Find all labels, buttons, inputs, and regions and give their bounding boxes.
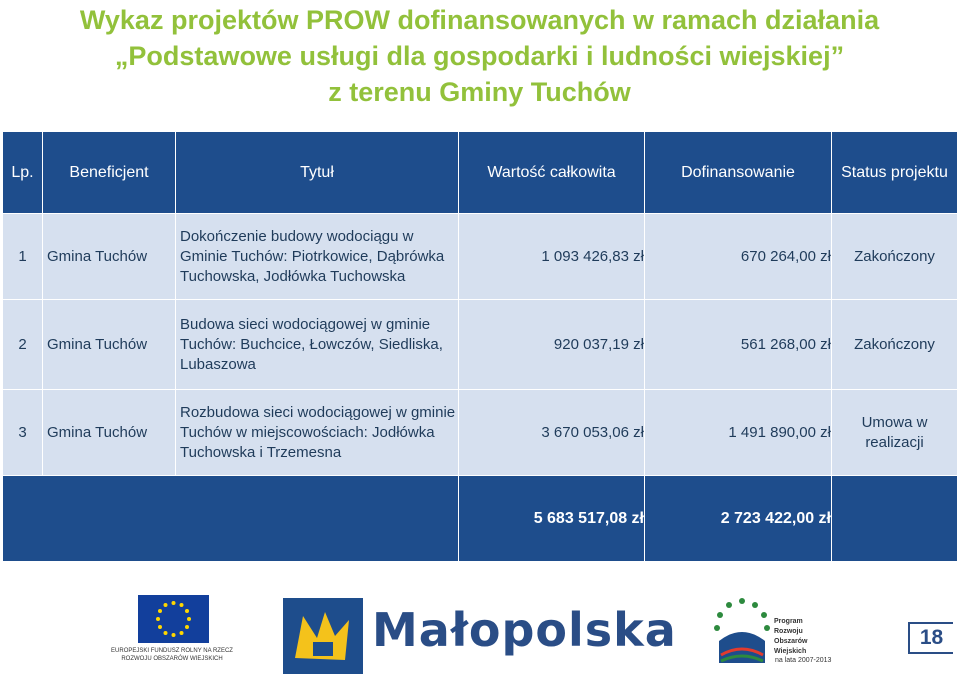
header-dofinansowanie: Dofinansowanie (645, 132, 832, 214)
malopolska-emblem-icon (283, 598, 363, 674)
prow-line-1: Program (774, 618, 803, 625)
title-line-2: „Podstawowe usługi dla gospodarki i ludności wiejskiej” (114, 41, 845, 71)
title-line-3: z terenu Gminy Tuchów (328, 77, 631, 107)
row-wartosc: 3 670 053,06 zł (459, 390, 645, 476)
prow-program-text (774, 617, 807, 657)
eu-flag-logo (138, 595, 209, 643)
header-status: Status projektu (832, 132, 958, 214)
header-lp: Lp. (3, 132, 43, 214)
row-status: Zakończony (832, 214, 958, 300)
row-status: Umowa w realizacji (832, 390, 958, 476)
header-beneficjent: Beneficjent (43, 132, 176, 214)
row-dofinansowanie: 561 268,00 zł (645, 300, 832, 390)
total-dofinansowanie: 2 723 422,00 zł (645, 476, 832, 562)
prow-line-3: Obszarów (774, 638, 808, 645)
row-lp: 1 (3, 214, 43, 300)
page-number: 18 (908, 622, 953, 654)
footer (0, 585, 959, 674)
header-wartosc: Wartość całkowita (459, 132, 645, 214)
row-dofinansowanie: 1 491 890,00 zł (645, 390, 832, 476)
prow-logo-icon (707, 593, 777, 671)
row-wartosc: 1 093 426,83 zł (459, 214, 645, 300)
table-header-row (3, 132, 958, 214)
row-wartosc: 920 037,19 zł (459, 300, 645, 390)
row-lp: 3 (3, 390, 43, 476)
table-row (3, 214, 958, 300)
row-tytul: Rozbudowa sieci wodociągowej w gminie Tuchów w miejscowościach: Jodłówka Tuchowska i Trzemesna (176, 390, 459, 476)
projects-table (2, 131, 958, 562)
row-beneficjent: Gmina Tuchów (43, 214, 176, 300)
row-tytul: Budowa sieci wodociągowej w gminie Tuchów: Buchcice, Łowczów, Siedliska, Lubaszowa (176, 300, 459, 390)
title-line-1: Wykaz projektów PROW dofinansowanych w ramach działania (79, 5, 880, 35)
prow-line-2: Rozwoju (774, 628, 803, 635)
header-tytul: Tytuł (176, 132, 459, 214)
row-dofinansowanie: 670 264,00 zł (645, 214, 832, 300)
total-status-spacer (832, 476, 958, 562)
eu-fund-text: EUROPEJSKI FUNDUSZ ROLNY NA RZECZ ROZWOJU OBSZARÓW WIEJSKICH (111, 648, 233, 662)
row-lp: 2 (3, 300, 43, 390)
total-wartosc: 5 683 517,08 zł (459, 476, 645, 562)
total-spacer (3, 476, 459, 562)
prow-line-4: Wiejskich (774, 648, 807, 655)
row-beneficjent: Gmina Tuchów (43, 390, 176, 476)
page-title (0, 2, 959, 110)
table-row (3, 300, 958, 390)
row-beneficjent: Gmina Tuchów (43, 300, 176, 390)
row-status: Zakończony (832, 300, 958, 390)
prow-years: na lata 2007-2013 (775, 657, 832, 664)
table-total-row (3, 476, 958, 562)
malopolska-wordmark: Małopolska (372, 603, 677, 657)
row-tytul: Dokończenie budowy wodociągu w Gminie Tuchów: Piotrkowice, Dąbrówka Tuchowska, Jodłówka Tuchowska (176, 214, 459, 300)
table-row (3, 390, 958, 476)
